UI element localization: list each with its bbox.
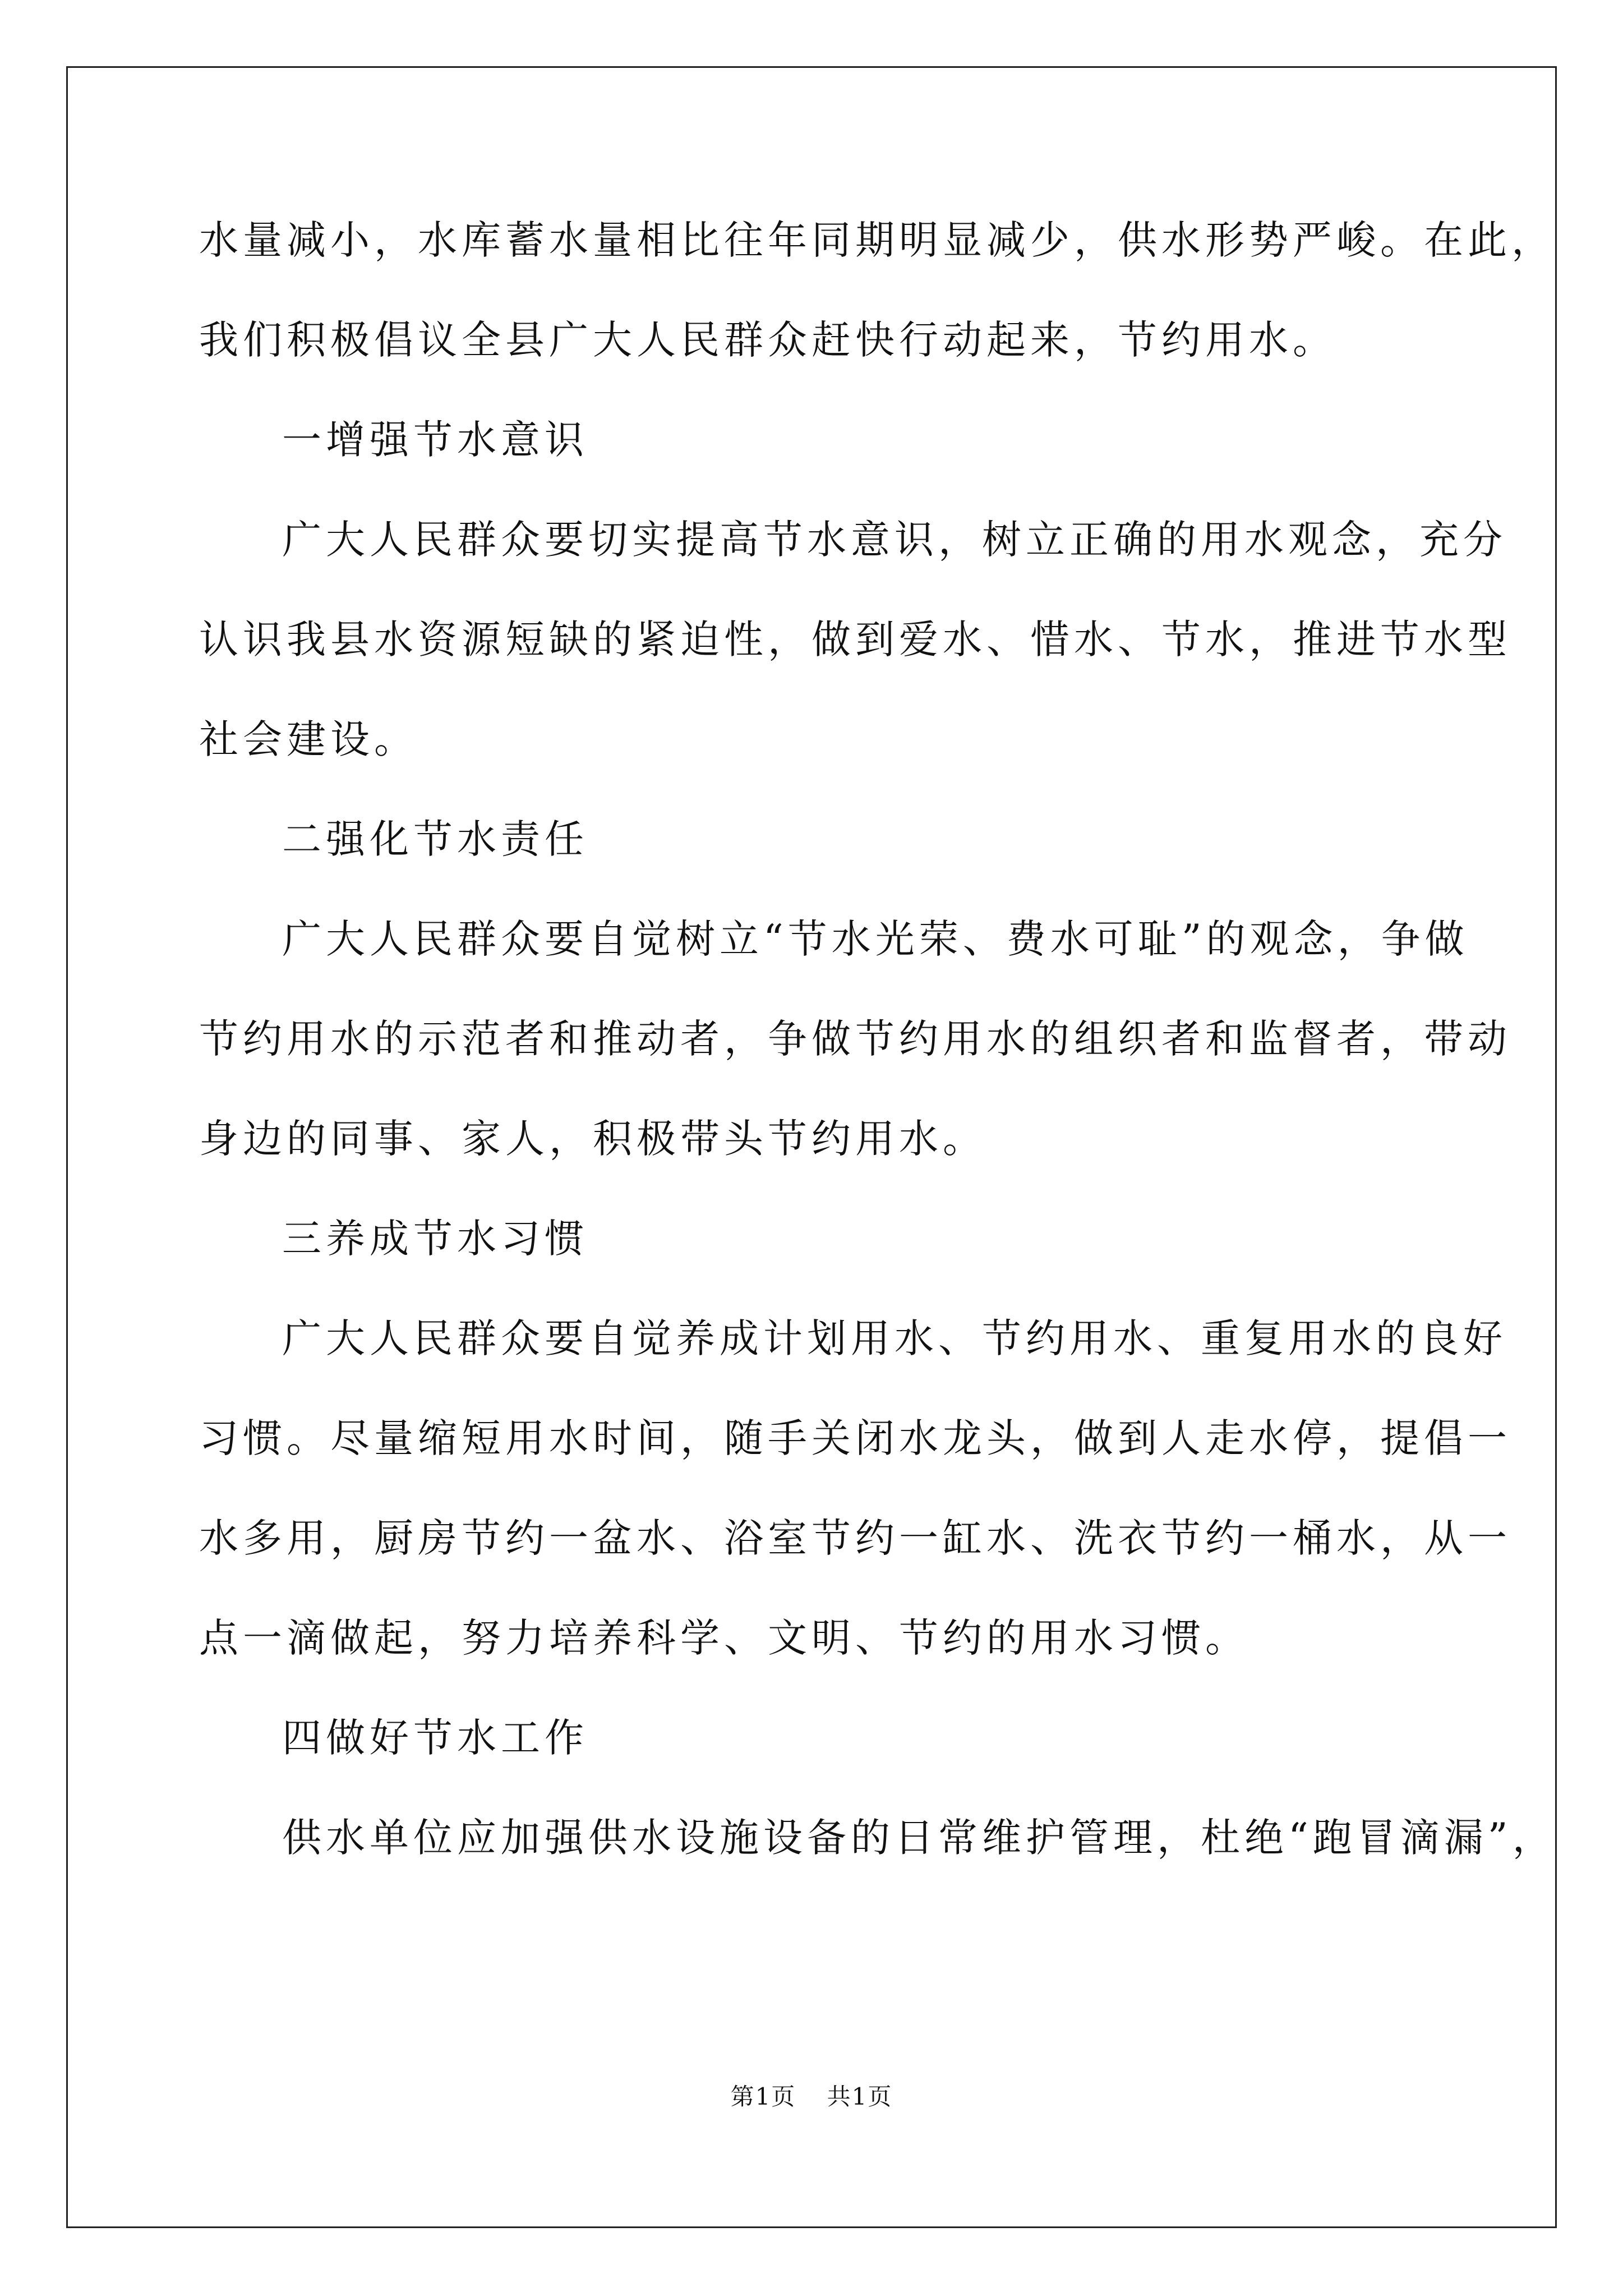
- page-number: 第1页: [730, 2083, 796, 2110]
- section-heading: 一增强节水意识: [282, 417, 588, 463]
- text-line: 广大人民群众要切实提高节水意识，树立正确的用水观念，充分: [282, 517, 1507, 563]
- page-total: 共1页: [827, 2083, 893, 2110]
- text-line: 广大人民群众要自觉养成计划用水、节约用水、重复用水的良好: [282, 1315, 1507, 1361]
- text-line: 我们积极倡议全县广大人民群众赶快行动起来，节约用水。: [199, 317, 1336, 363]
- text-line: 供水单位应加强供水设施设备的日常维护管理，杜绝“跑冒滴漏”，: [282, 1815, 1556, 1861]
- section-heading: 四做好节水工作: [282, 1715, 588, 1761]
- section-heading: 二强化节水责任: [282, 816, 588, 862]
- text-line: 习惯。尽量缩短用水时间，随手关闭水龙头，做到人走水停，提倡一: [199, 1415, 1511, 1461]
- text-line: 节约用水的示范者和推动者，争做节约用水的组织者和监督者，带动: [199, 1016, 1511, 1062]
- text-line: 点一滴做起，努力培养科学、文明、节约的用水习惯。: [199, 1615, 1249, 1661]
- text-line: 认识我县水资源短缺的紧迫性，做到爱水、惜水、节水，推进节水型: [199, 616, 1511, 662]
- section-heading: 三养成节水习惯: [282, 1216, 588, 1262]
- text-line: 水量减小，水库蓄水量相比往年同期明显减少，供水形势严峻。在此，: [199, 217, 1555, 263]
- text-line: 广大人民群众要自觉树立“节水光荣、费水可耻”的观念，争做: [282, 916, 1469, 962]
- text-line: 身边的同事、家人，积极带头节约用水。: [199, 1116, 986, 1162]
- text-line: 水多用，厨房节约一盆水、浴室节约一缸水、洗衣节约一桶水，从一: [199, 1515, 1511, 1561]
- page-footer: [0, 2081, 1623, 2113]
- document-body: [199, 213, 1556, 1865]
- text-line: 社会建设。: [199, 716, 418, 762]
